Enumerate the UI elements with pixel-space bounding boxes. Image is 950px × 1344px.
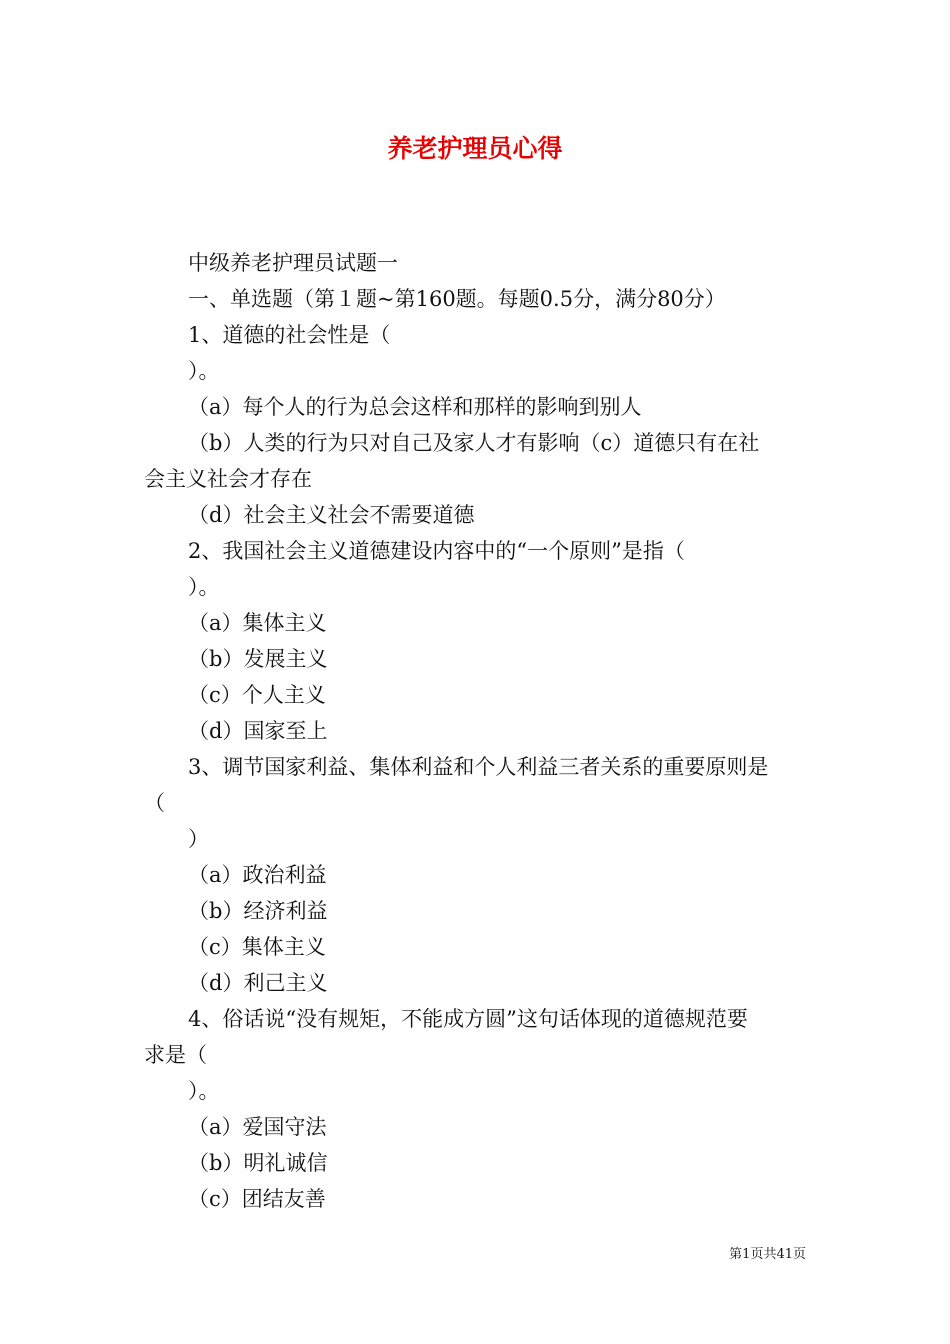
text-line: 3、调节国家利益、集体利益和个人利益三者关系的重要原则是 <box>188 755 769 779</box>
text-line: （b）明礼诚信 <box>188 1151 328 1175</box>
text-line: （d）国家至上 <box>188 719 328 743</box>
text-line: ）。 <box>188 575 220 599</box>
text-line: （c）集体主义 <box>188 935 326 959</box>
text-line: （a）集体主义 <box>188 611 327 635</box>
text-line: ） <box>188 827 209 851</box>
text-line: 1、道德的社会性是（ <box>188 323 391 347</box>
text-line: 2、我国社会主义道德建设内容中的“一个原则”是指（ <box>188 539 685 563</box>
text-line: （b）经济利益 <box>188 899 328 923</box>
text-line: （a）每个人的行为总会这样和那样的影响到别人 <box>188 395 642 419</box>
text-line: （a）爱国守法 <box>188 1115 327 1139</box>
text-line: 一、单选题（第１题~第160题。每题0.5分，满分80分） <box>188 287 726 311</box>
text-line: （a）政治利益 <box>188 863 327 887</box>
text-line: ）。 <box>188 1079 220 1103</box>
text-line: 会主义社会才存在 <box>144 467 312 491</box>
text-line: （c）团结友善 <box>188 1187 326 1211</box>
text-line: （b）发展主义 <box>188 647 328 671</box>
text-line: 求是（ <box>144 1043 207 1067</box>
text-line: （d）利己主义 <box>188 971 328 995</box>
text-line: 中级养老护理员试题一 <box>188 251 398 275</box>
text-line: （d）社会主义社会不需要道德 <box>188 503 475 527</box>
page-number-footer: 第1页共41页 <box>729 1247 806 1262</box>
text-line: （c）个人主义 <box>188 683 326 707</box>
text-line: ）。 <box>188 359 220 383</box>
text-line: 4、俗话说“没有规矩，不能成方圆”这句话体现的道德规范要 <box>188 1007 748 1031</box>
document-title: 养老护理员心得 <box>387 134 563 163</box>
text-line: （b）人类的行为只对自己及家人才有影响（c）道德只有在社 <box>188 431 760 455</box>
text-line: （ <box>144 791 165 815</box>
